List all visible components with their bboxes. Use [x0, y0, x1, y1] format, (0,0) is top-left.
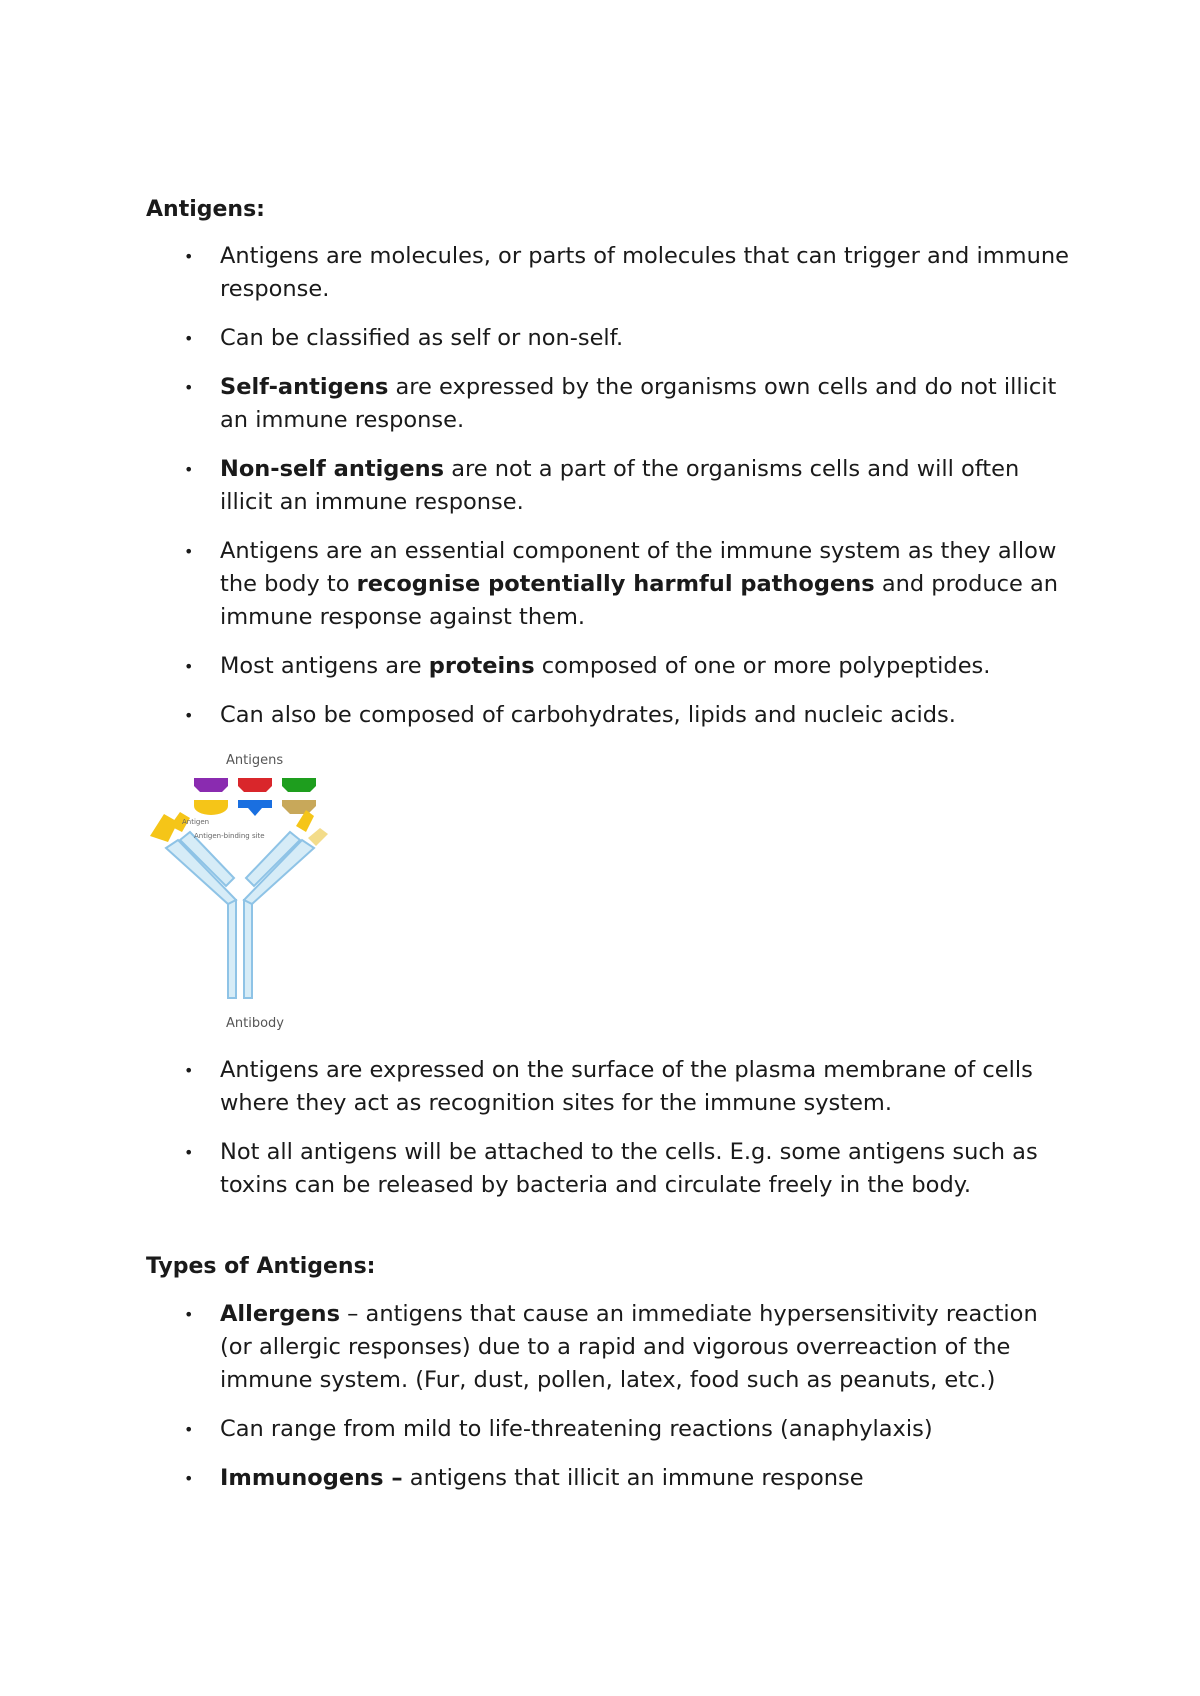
- bullet-icon: •: [184, 657, 194, 676]
- bullet-icon: •: [184, 1143, 194, 1162]
- antigen-blue-icon: [238, 800, 272, 816]
- list-item: • Can range from mild to life-threatening reactions (anaphylaxis): [146, 1413, 1076, 1446]
- bullet-icon: •: [184, 1469, 194, 1488]
- antibody-antigen-diagram: [146, 748, 356, 1038]
- bullet-icon: •: [184, 706, 194, 725]
- bullet-icon: •: [184, 1305, 194, 1324]
- bound-antigen-left-icon: [150, 814, 178, 842]
- antigens-heading: Antigens:: [146, 197, 265, 222]
- types-of-antigens-heading: Types of Antigens:: [146, 1254, 376, 1279]
- bullet-icon: •: [184, 329, 194, 348]
- list-item: • Most antigens are proteins composed of one or more polypeptides.: [146, 650, 1076, 683]
- antigens-bullet-list-a: [146, 240, 1076, 748]
- bullet-icon: •: [184, 460, 194, 479]
- binding-site-label: Antigen-binding site: [194, 832, 265, 840]
- antibody-diagram-svg: [146, 748, 356, 1038]
- bullet-icon: •: [184, 378, 194, 397]
- antigen-red-icon: [238, 778, 272, 792]
- list-item: • Antigens are an essential component of the immune system as they allow the body to recognise potentially harmful pathogens and produce an immune response against them.: [146, 535, 1076, 634]
- list-item: • Self-antigens are expressed by the organisms own cells and do not illicit an immune response.: [146, 371, 1076, 437]
- list-item: • Immunogens – antigens that illicit an immune response: [146, 1462, 1076, 1495]
- antigen-green-icon: [282, 778, 316, 792]
- bullet-icon: •: [184, 247, 194, 266]
- bullet-icon: •: [184, 1061, 194, 1080]
- bullet-icon: •: [184, 1420, 194, 1439]
- antigen-yellow-icon: [194, 800, 228, 815]
- antibody-icon: [166, 832, 314, 998]
- list-item: • Allergens – antigens that cause an immediate hypersensitivity reaction (or allergic responses) due to a rapid and vigorous overreaction of the immune system. (Fur, dust, pollen, latex, food such as peanuts, etc.): [146, 1298, 1076, 1397]
- list-item: • Can also be composed of carbohydrates, lipids and nucleic acids.: [146, 699, 1076, 732]
- figure-top-label: Antigens: [226, 753, 284, 768]
- list-item: • Antigens are expressed on the surface of the plasma membrane of cells where they act as recognition sites for the immune system.: [146, 1054, 1076, 1120]
- antigen-label: Antigen: [182, 818, 210, 826]
- antigen-purple-icon: [194, 778, 228, 792]
- list-item: • Not all antigens will be attached to the cells. E.g. some antigens such as toxins can be released by bacteria and circulate freely in the body.: [146, 1136, 1076, 1202]
- types-bullet-list: [146, 1298, 1076, 1511]
- list-item: • Antigens are molecules, or parts of molecules that can trigger and immune response.: [146, 240, 1076, 306]
- figure-bottom-label: Antibody: [226, 1016, 284, 1031]
- antigens-bullet-list-b: [146, 1054, 1076, 1218]
- bullet-icon: •: [184, 542, 194, 561]
- list-item: • Non-self antigens are not a part of the organisms cells and will often illicit an immune response.: [146, 453, 1076, 519]
- antigen-binding-site-icon: [308, 828, 328, 846]
- antigen-tan-icon: [282, 800, 316, 814]
- list-item: • Can be classified as self or non-self.: [146, 322, 1076, 355]
